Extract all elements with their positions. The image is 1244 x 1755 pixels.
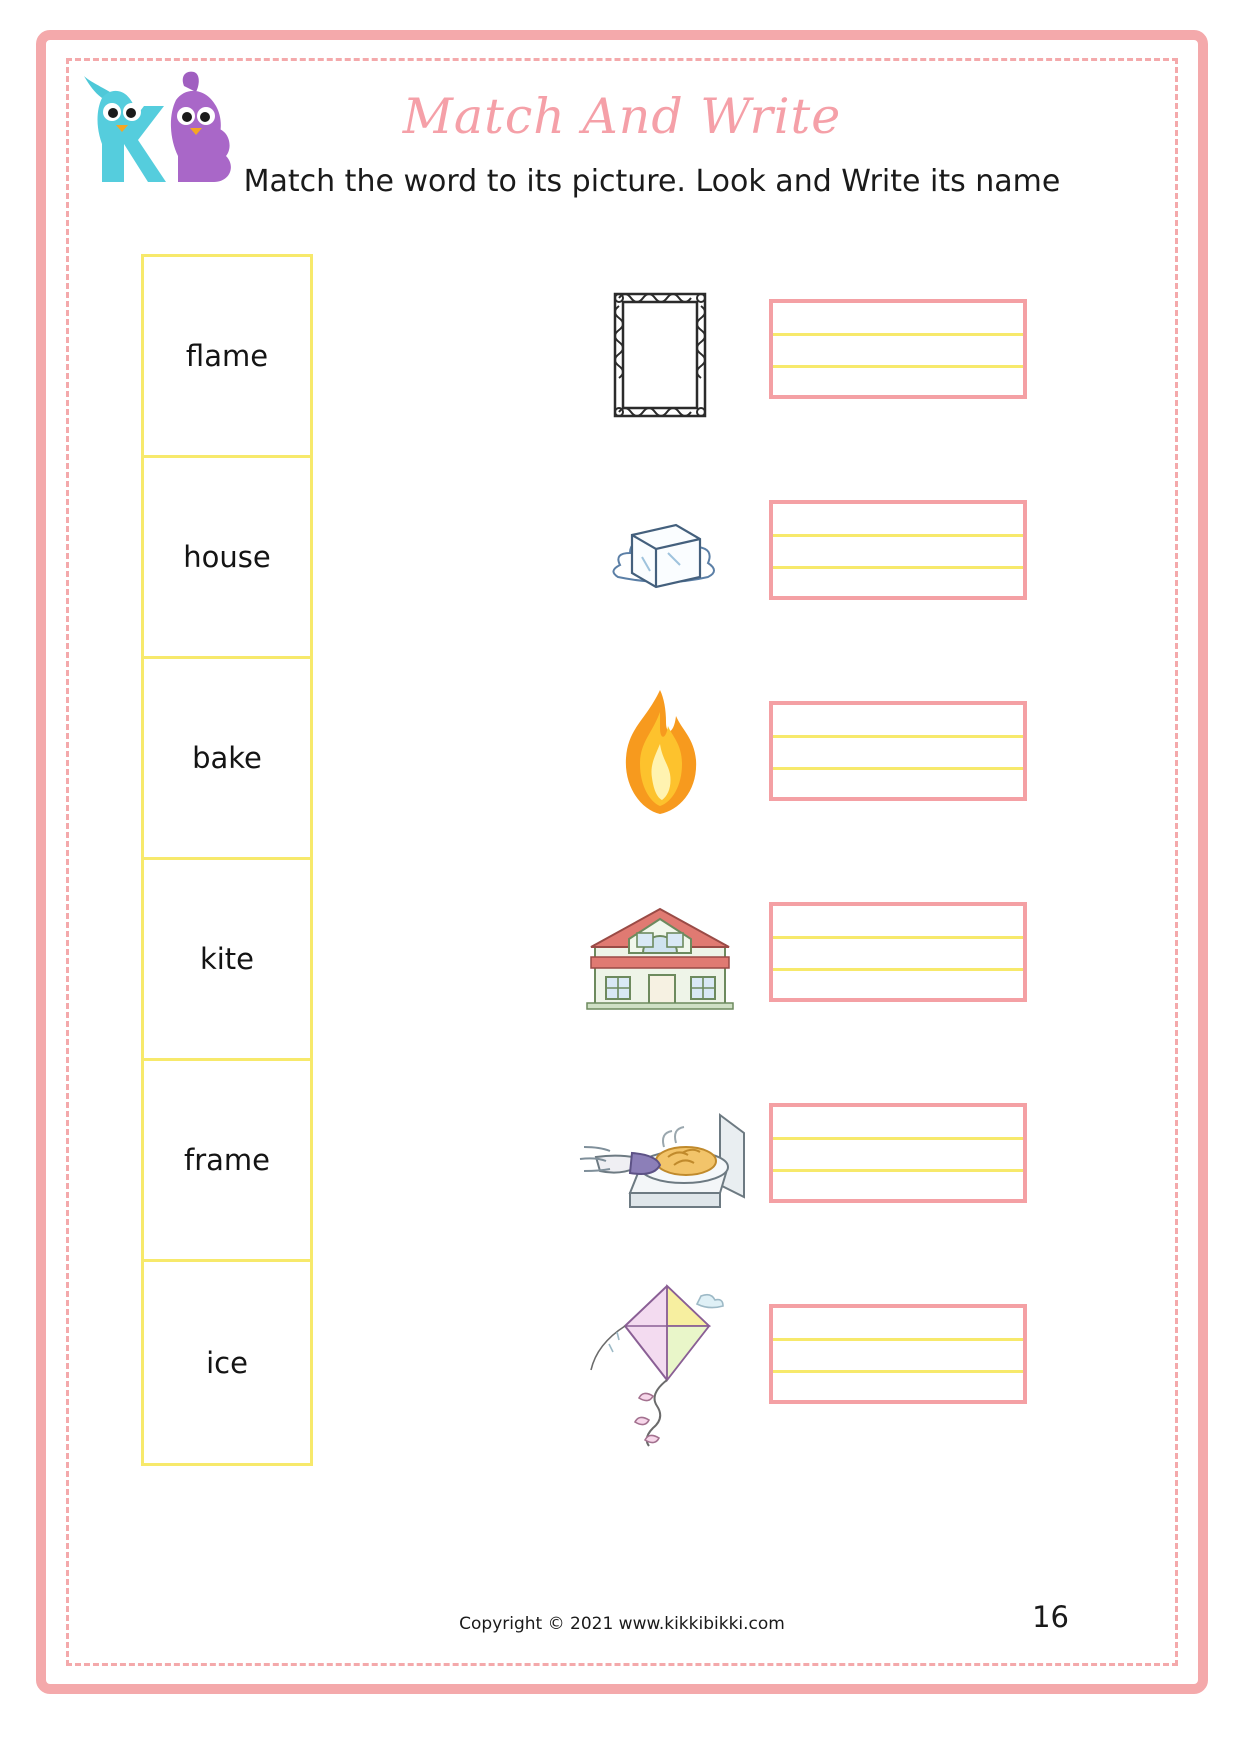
match-row bbox=[560, 254, 1030, 455]
guide-line bbox=[773, 735, 1023, 738]
word-label: kite bbox=[199, 942, 255, 976]
guide-line bbox=[773, 1370, 1023, 1373]
word-label: frame bbox=[184, 1143, 270, 1177]
guide-line bbox=[773, 333, 1023, 336]
guide-line bbox=[773, 936, 1023, 939]
guide-line bbox=[773, 1169, 1023, 1172]
match-row bbox=[560, 1259, 1030, 1460]
word-cell[interactable] bbox=[144, 659, 310, 860]
answer-writing-box[interactable] bbox=[769, 1304, 1027, 1404]
guide-line bbox=[773, 1338, 1023, 1341]
answer-writing-box[interactable] bbox=[769, 1103, 1027, 1203]
ice-cube-icon bbox=[560, 455, 760, 656]
flame-icon bbox=[560, 656, 760, 857]
word-label: flame bbox=[185, 339, 269, 373]
match-row bbox=[560, 857, 1030, 1058]
guide-line bbox=[773, 534, 1023, 537]
answer-writing-box[interactable] bbox=[769, 299, 1027, 399]
word-cell[interactable] bbox=[144, 1061, 310, 1262]
copyright-text: Copyright © 2021 www.kikkibikki.com bbox=[459, 1614, 785, 1634]
match-row bbox=[560, 1058, 1030, 1259]
word-cell[interactable] bbox=[144, 257, 310, 458]
match-row bbox=[560, 656, 1030, 857]
word-cell[interactable] bbox=[144, 1262, 310, 1463]
match-row bbox=[560, 455, 1030, 656]
answer-writing-box[interactable] bbox=[769, 902, 1027, 1002]
guide-line bbox=[773, 968, 1023, 971]
picture-frame-icon bbox=[560, 254, 760, 455]
baking-bread-oven-icon bbox=[560, 1058, 760, 1259]
word-list bbox=[141, 254, 313, 1466]
page-number: 16 bbox=[1032, 1600, 1069, 1634]
word-label: ice bbox=[206, 1345, 248, 1380]
word-cell[interactable] bbox=[144, 458, 310, 659]
guide-line bbox=[773, 566, 1023, 569]
house-icon bbox=[560, 857, 760, 1058]
answer-writing-box[interactable] bbox=[769, 500, 1027, 600]
word-label: bake bbox=[192, 741, 262, 775]
guide-line bbox=[773, 365, 1023, 368]
word-cell[interactable] bbox=[144, 860, 310, 1061]
word-label: house bbox=[183, 540, 271, 574]
guide-line bbox=[773, 767, 1023, 770]
instruction-text: Match the word to its picture. Look and Write its name bbox=[243, 164, 1061, 199]
page-title: Match And Write bbox=[402, 88, 842, 145]
guide-line bbox=[773, 1137, 1023, 1140]
answer-writing-box[interactable] bbox=[769, 701, 1027, 801]
kite-icon bbox=[560, 1259, 760, 1460]
